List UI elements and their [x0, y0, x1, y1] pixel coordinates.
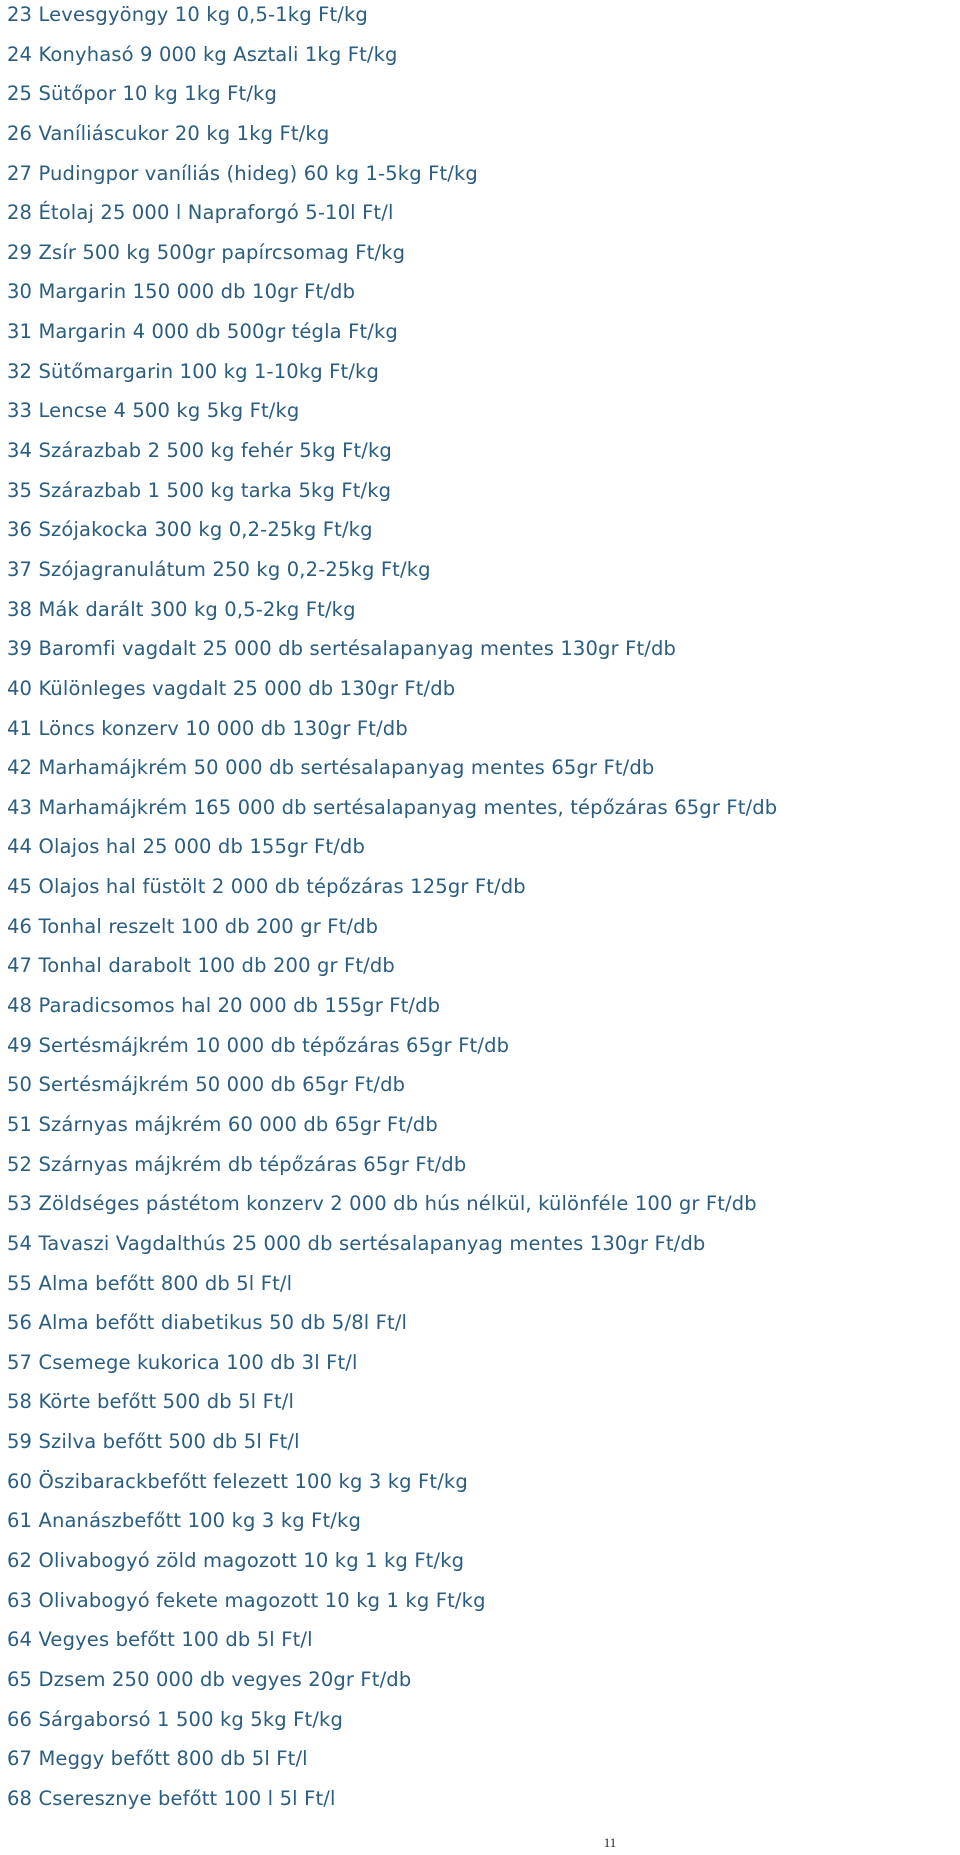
- list-item: 45 Olajos hal füstölt 2 000 db tépőzáras 125gr Ft/db: [7, 875, 526, 899]
- list-item: 46 Tonhal reszelt 100 db 200 gr Ft/db: [7, 914, 379, 938]
- list-item: 30 Margarin 150 000 db 10gr Ft/db: [7, 280, 356, 304]
- list-item: 40 Különleges vagdalt 25 000 db 130gr Ft/db: [7, 676, 456, 700]
- list-item: 37 Szójagranulátum 250 kg 0,2-25kg Ft/kg: [7, 557, 431, 581]
- list-item: 65 Dzsem 250 000 db vegyes 20gr Ft/db: [7, 1667, 412, 1691]
- list-item: 58 Körte befőtt 500 db 5l Ft/l: [7, 1390, 295, 1414]
- list-item: 57 Csemege kukorica 100 db 3l Ft/l: [7, 1350, 358, 1374]
- list-item: 42 Marhamájkrém 50 000 db sertésalapanyag mentes 65gr Ft/db: [7, 756, 655, 780]
- list-item: 64 Vegyes befőtt 100 db 5l Ft/l: [7, 1628, 313, 1652]
- product-list: [7, 0, 957, 1823]
- list-item: 67 Meggy befőtt 800 db 5l Ft/l: [7, 1747, 308, 1771]
- list-item: 38 Mák darált 300 kg 0,5-2kg Ft/kg: [7, 597, 356, 621]
- list-item: 35 Szárazbab 1 500 kg tarka 5kg Ft/kg: [7, 478, 392, 502]
- page-number: 11: [603, 1835, 617, 1850]
- list-item: 27 Pudingpor vaníliás (hideg) 60 kg 1-5kg Ft/kg: [7, 161, 478, 185]
- list-item: 63 Olivabogyó fekete magozott 10 kg 1 kg Ft/kg: [7, 1588, 486, 1612]
- list-item: 25 Sütőpor 10 kg 1kg Ft/kg: [7, 82, 278, 106]
- list-item: 44 Olajos hal 25 000 db 155gr Ft/db: [7, 835, 365, 859]
- list-item: 47 Tonhal darabolt 100 db 200 gr Ft/db: [7, 954, 395, 978]
- list-item: 43 Marhamájkrém 165 000 db sertésalapanyag mentes, tépőzáras 65gr Ft/db: [7, 795, 778, 819]
- list-item: 29 Zsír 500 kg 500gr papírcsomag Ft/kg: [7, 240, 406, 264]
- list-item: 26 Vaníliáscukor 20 kg 1kg Ft/kg: [7, 121, 330, 145]
- list-item: 48 Paradicsomos hal 20 000 db 155gr Ft/db: [7, 994, 441, 1018]
- list-item: 41 Löncs konzerv 10 000 db 130gr Ft/db: [7, 716, 408, 740]
- list-item: 53 Zöldséges pástétom konzerv 2 000 db hús nélkül, különféle 100 gr Ft/db: [7, 1192, 757, 1216]
- list-item: 66 Sárgaborsó 1 500 kg 5kg Ft/kg: [7, 1707, 344, 1731]
- list-item: 49 Sertésmájkrém 10 000 db tépőzáras 65gr Ft/db: [7, 1033, 510, 1057]
- list-item: 62 Olivabogyó zöld magozott 10 kg 1 kg Ft/kg: [7, 1548, 465, 1572]
- list-item: 39 Baromfi vagdalt 25 000 db sertésalapanyag mentes 130gr Ft/db: [7, 637, 677, 661]
- list-item: 28 Étolaj 25 000 l Napraforgó 5-10l Ft/l: [7, 201, 394, 225]
- list-item: 23 Levesgyöngy 10 kg 0,5-1kg Ft/kg: [7, 3, 368, 26]
- list-item: 61 Ananászbefőtt 100 kg 3 kg Ft/kg: [7, 1509, 361, 1533]
- list-item: 54 Tavaszi Vagdalthús 25 000 db sertésalapanyag mentes 130gr Ft/db: [7, 1231, 706, 1255]
- list-item: 52 Szárnyas májkrém db tépőzáras 65gr Ft/db: [7, 1152, 467, 1176]
- list-item: 51 Szárnyas májkrém 60 000 db 65gr Ft/db: [7, 1112, 438, 1136]
- list-item: 60 Öszibarackbefőtt felezett 100 kg 3 kg Ft/kg: [7, 1469, 468, 1493]
- list-item: 32 Sütőmargarin 100 kg 1-10kg Ft/kg: [7, 359, 380, 383]
- list-item: 24 Konyhasó 9 000 kg Asztali 1kg Ft/kg: [7, 42, 398, 66]
- list-item: 34 Szárazbab 2 500 kg fehér 5kg Ft/kg: [7, 439, 392, 463]
- list-item: 36 Szójakocka 300 kg 0,2-25kg Ft/kg: [7, 518, 373, 542]
- list-item: 50 Sertésmájkrém 50 000 db 65gr Ft/db: [7, 1073, 406, 1097]
- list-item: 31 Margarin 4 000 db 500gr tégla Ft/kg: [7, 320, 398, 344]
- list-item: 56 Alma befőtt diabetikus 50 db 5/8l Ft/l: [7, 1311, 408, 1335]
- list-item: 33 Lencse 4 500 kg 5kg Ft/kg: [7, 399, 300, 423]
- list-item: 55 Alma befőtt 800 db 5l Ft/l: [7, 1271, 293, 1295]
- list-item: 59 Szilva befőtt 500 db 5l Ft/l: [7, 1430, 300, 1454]
- list-item: 68 Cseresznye befőtt 100 l 5l Ft/l: [7, 1786, 336, 1810]
